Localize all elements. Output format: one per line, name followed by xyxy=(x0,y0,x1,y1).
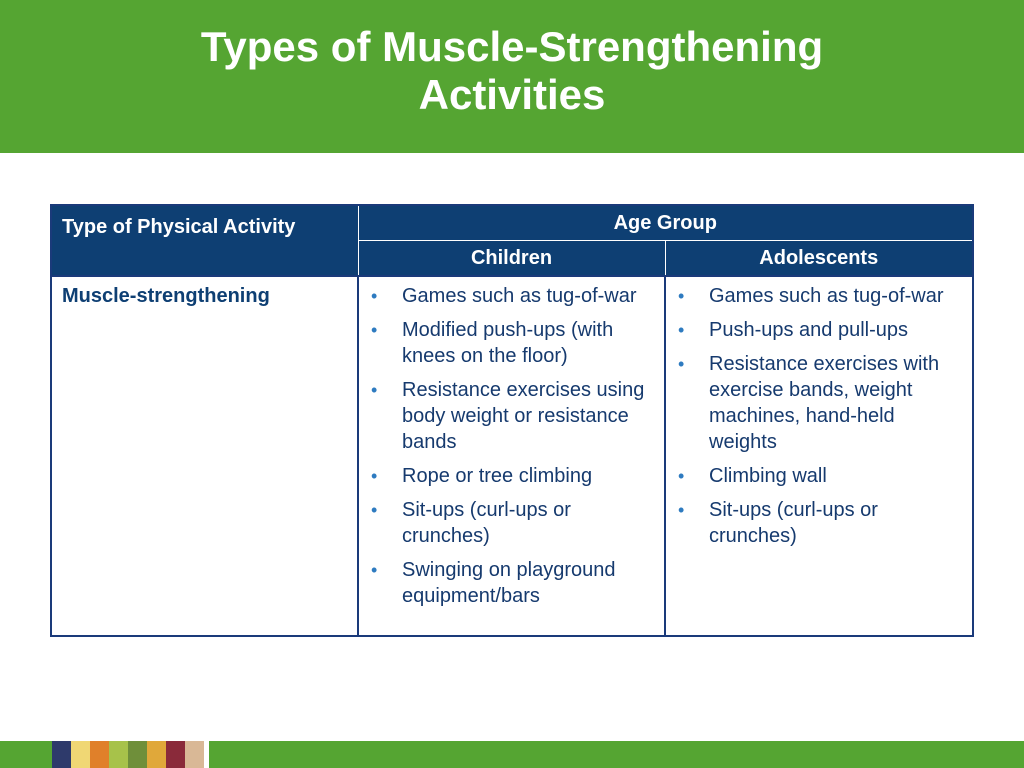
bullet-icon: • xyxy=(678,466,685,486)
list-item xyxy=(369,497,654,549)
header-age-group: Age Group xyxy=(358,205,973,241)
list-item xyxy=(676,463,962,489)
list-item xyxy=(676,317,962,343)
slide-title-line-2: Activities xyxy=(418,71,606,118)
header-activity-type: Type of Physical Activity xyxy=(51,205,358,276)
list-item xyxy=(369,557,654,609)
children-cell xyxy=(358,276,665,636)
list-item xyxy=(369,317,654,369)
list-item-text: Swinging on playground equipment/bars xyxy=(402,559,616,607)
slide-title-line-1: Types of Muscle-Strengthening xyxy=(200,23,824,70)
color-block-5 xyxy=(128,741,147,768)
header-adolescents: Adolescents xyxy=(665,241,973,277)
list-item xyxy=(369,283,654,309)
list-item-text: Modified push-ups (with knees on the floor) xyxy=(402,319,614,367)
bullet-icon: • xyxy=(371,560,378,580)
list-item xyxy=(369,377,654,455)
list-item xyxy=(369,463,654,489)
list-item-text: Games such as tug-of-war xyxy=(709,285,944,307)
color-block-3 xyxy=(90,741,109,768)
bullet-icon: • xyxy=(678,354,685,374)
bullet-icon: • xyxy=(371,500,378,520)
footer-strip-divider xyxy=(204,741,209,768)
color-block-8 xyxy=(185,741,204,768)
color-block-1 xyxy=(52,741,71,768)
row-label: Muscle-strengthening xyxy=(62,285,270,307)
list-item xyxy=(676,351,962,455)
list-item-text: Rope or tree climbing xyxy=(402,465,593,487)
list-item-text: Resistance exercises using body weight or resistance bands xyxy=(402,379,645,453)
list-item-text: Sit-ups (curl-ups or crunches) xyxy=(709,499,878,547)
bullet-icon: • xyxy=(678,286,685,306)
bullet-icon: • xyxy=(678,320,685,340)
header-children: Children xyxy=(358,241,665,277)
list-item-text: Climbing wall xyxy=(709,465,827,487)
adolescents-activity-list xyxy=(676,283,962,549)
color-block-4 xyxy=(109,741,128,768)
bullet-icon: • xyxy=(371,320,378,340)
adolescents-cell xyxy=(665,276,973,636)
color-block-7 xyxy=(166,741,185,768)
color-block-2 xyxy=(71,741,90,768)
bullet-icon: • xyxy=(371,466,378,486)
list-item xyxy=(676,283,962,309)
list-item-text: Sit-ups (curl-ups or crunches) xyxy=(402,499,571,547)
list-item-text: Push-ups and pull-ups xyxy=(709,319,909,341)
bullet-icon: • xyxy=(371,286,378,306)
children-activity-list xyxy=(369,283,654,609)
slide-title xyxy=(0,23,1024,119)
footer-color-strip xyxy=(52,741,204,768)
bullet-icon: • xyxy=(371,380,378,400)
row-label-cell xyxy=(51,276,358,636)
bullet-icon: • xyxy=(678,500,685,520)
color-block-6 xyxy=(147,741,166,768)
list-item xyxy=(676,497,962,549)
list-item-text: Games such as tug-of-war xyxy=(402,285,637,307)
table-row xyxy=(51,276,973,636)
title-banner xyxy=(0,0,1024,153)
activities-table xyxy=(50,204,974,637)
list-item-text: Resistance exercises with exercise bands, weight machines, hand-held weights xyxy=(709,353,940,453)
